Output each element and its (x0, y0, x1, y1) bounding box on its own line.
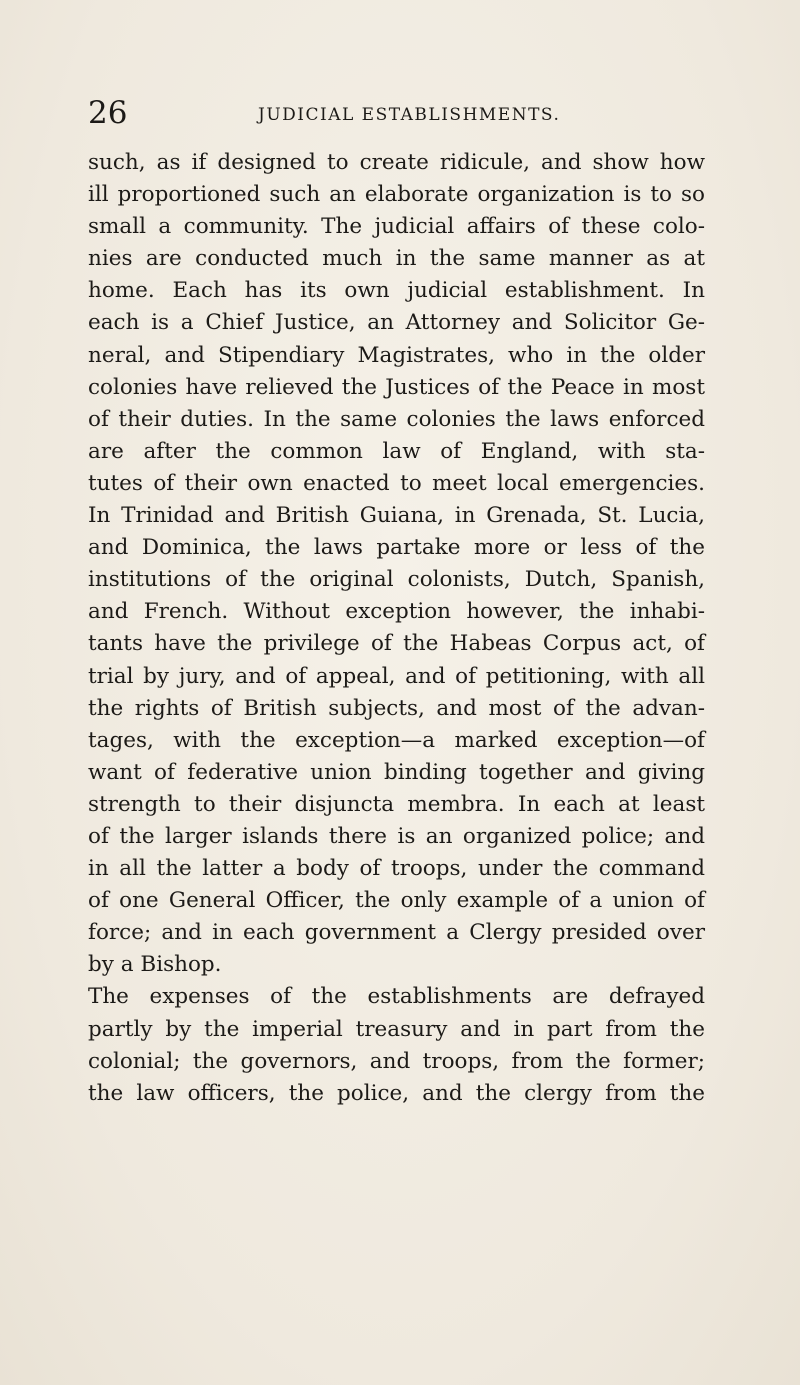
text-line: and French. Without exception however, the inhabi- (88, 599, 705, 625)
text-line: home. Each has its own judicial establishment. In (88, 278, 705, 304)
text-line: by a Bishop. (88, 952, 222, 978)
text-line: force; and in each government a Clergy presided over (88, 920, 705, 946)
text-line: each is a Chief Justice, an Attorney and Solicitor Ge- (88, 310, 705, 336)
text-line: of the larger islands there is an organized police; and (88, 823, 705, 849)
text-line: and Dominica, the laws partake more or less of the (88, 535, 705, 561)
text-line: tants have the privilege of the Habeas Corpus act, of (88, 631, 705, 657)
text-line: tages, with the exception—a marked exception—of (88, 727, 705, 753)
text-line: institutions of the original colonists, Dutch, Spanish, (88, 567, 705, 593)
text-line: such, as if designed to create ridicule, and show how (88, 150, 705, 175)
text-line: colonial; the governors, and troops, from the former; (88, 1048, 705, 1074)
text-line: the law officers, the police, and the clergy from the (88, 1080, 705, 1106)
text-line: ill proportioned such an elaborate organization is to so (88, 182, 705, 208)
running-title: JUDICIAL ESTABLISHMENTS. (258, 105, 561, 125)
text-line: of their duties. In the same colonies the laws enforced (88, 406, 705, 432)
text-line: strength to their disjuncta membra. In each at least (88, 791, 705, 817)
body-text (88, 147, 705, 1110)
text-line: In Trinidad and British Guiana, in Grenada, St. Lucia, (88, 503, 705, 529)
text-line: The expenses of the establishments are defrayed (88, 984, 705, 1010)
text-line: want of federative union binding together and giving (88, 759, 705, 785)
text-line: tutes of their own enacted to meet local emergencies. (88, 470, 705, 496)
text-line: trial by jury, and of appeal, and of petitioning, with all (88, 663, 705, 689)
text-line: nies are conducted much in the same manner as at (88, 246, 705, 272)
text-line: small a community. The judicial affairs of these colo- (88, 214, 705, 240)
text-line: colonies have relieved the Justices of the Peace in most (88, 374, 705, 400)
text-line: are after the common law of England, with sta- (88, 438, 705, 464)
page-number: 26 (88, 95, 128, 131)
text-line: of one General Officer, the only example of a union of (88, 888, 705, 914)
text-line: partly by the imperial treasury and in part from the (88, 1016, 705, 1042)
text-line: in all the latter a body of troops, under the command (88, 856, 705, 882)
text-line: neral, and Stipendiary Magistrates, who in the older (88, 342, 705, 368)
running-head (88, 93, 703, 133)
text-line: the rights of British subjects, and most of the advan- (88, 695, 705, 721)
